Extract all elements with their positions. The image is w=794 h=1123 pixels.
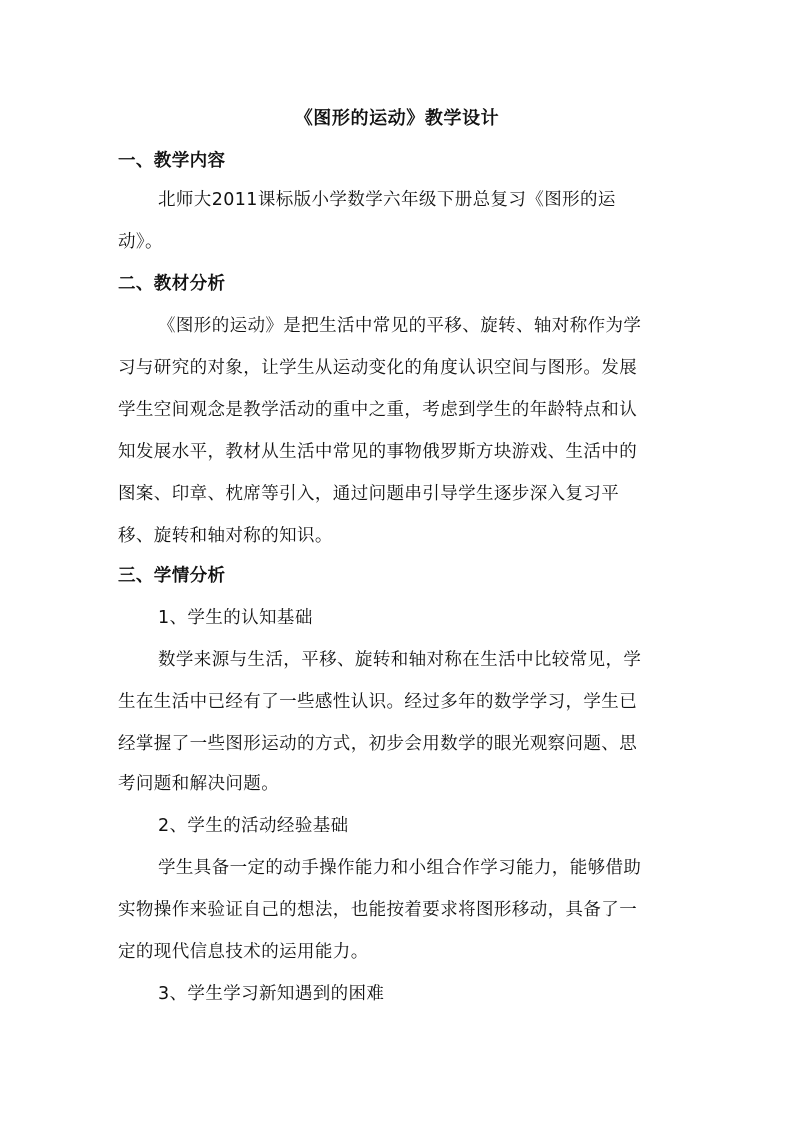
paragraph-line: 北师大2011课标版小学数学六年级下册总复习《图形的运 xyxy=(158,190,616,210)
paragraph-line: 动》。 xyxy=(118,232,163,252)
paragraph-line: 图案、印章、枕席等引入，通过问题串引导学生逐步深入复习平 xyxy=(118,484,620,504)
section-heading-teaching-content: 一、教学内容 xyxy=(118,151,226,171)
document-title: 《图形的运动》教学设计 xyxy=(294,108,500,129)
subsection-heading-cognitive-basis: 1、学生的认知基础 xyxy=(158,608,313,628)
paragraph-line: 定的现代信息技术的运用能力。 xyxy=(118,942,369,962)
paragraph-line: 生在生活中已经有了一些感性认识。经过多年的数学学习，学生已 xyxy=(118,692,638,712)
subsection-heading-learning-difficulties: 3、学生学习新知遇到的困难 xyxy=(158,984,385,1004)
section-heading-learner-analysis: 三、学情分析 xyxy=(118,566,226,586)
paragraph-line: 实物操作来验证自己的想法，也能按着要求将图形移动，具备了一 xyxy=(118,900,638,920)
paragraph-line: 考问题和解决问题。 xyxy=(118,774,280,794)
paragraph-line: 经掌握了一些图形运动的方式，初步会用数学的眼光观察问题、思 xyxy=(118,734,638,754)
paragraph-line: 移、旋转和轴对称的知识。 xyxy=(118,526,333,546)
paragraph-line: 《图形的运动》是把生活中常见的平移、旋转、轴对称作为学 xyxy=(158,316,642,336)
paragraph-line: 知发展水平，教材从生活中常见的事物俄罗斯方块游戏、生活中的 xyxy=(118,442,638,462)
section-heading-material-analysis: 二、教材分析 xyxy=(118,274,226,294)
paragraph-line: 习与研究的对象，让学生从运动变化的角度认识空间与图形。发展 xyxy=(118,358,638,378)
paragraph-line: 学生空间观念是教学活动的重中之重，考虑到学生的年龄特点和认 xyxy=(118,400,638,420)
subsection-heading-activity-experience: 2、学生的活动经验基础 xyxy=(158,816,349,836)
paragraph-line: 数学来源与生活，平移、旋转和轴对称在生活中比较常见，学 xyxy=(158,650,642,670)
paragraph-line: 学生具备一定的动手操作能力和小组合作学习能力，能够借助 xyxy=(158,858,642,878)
